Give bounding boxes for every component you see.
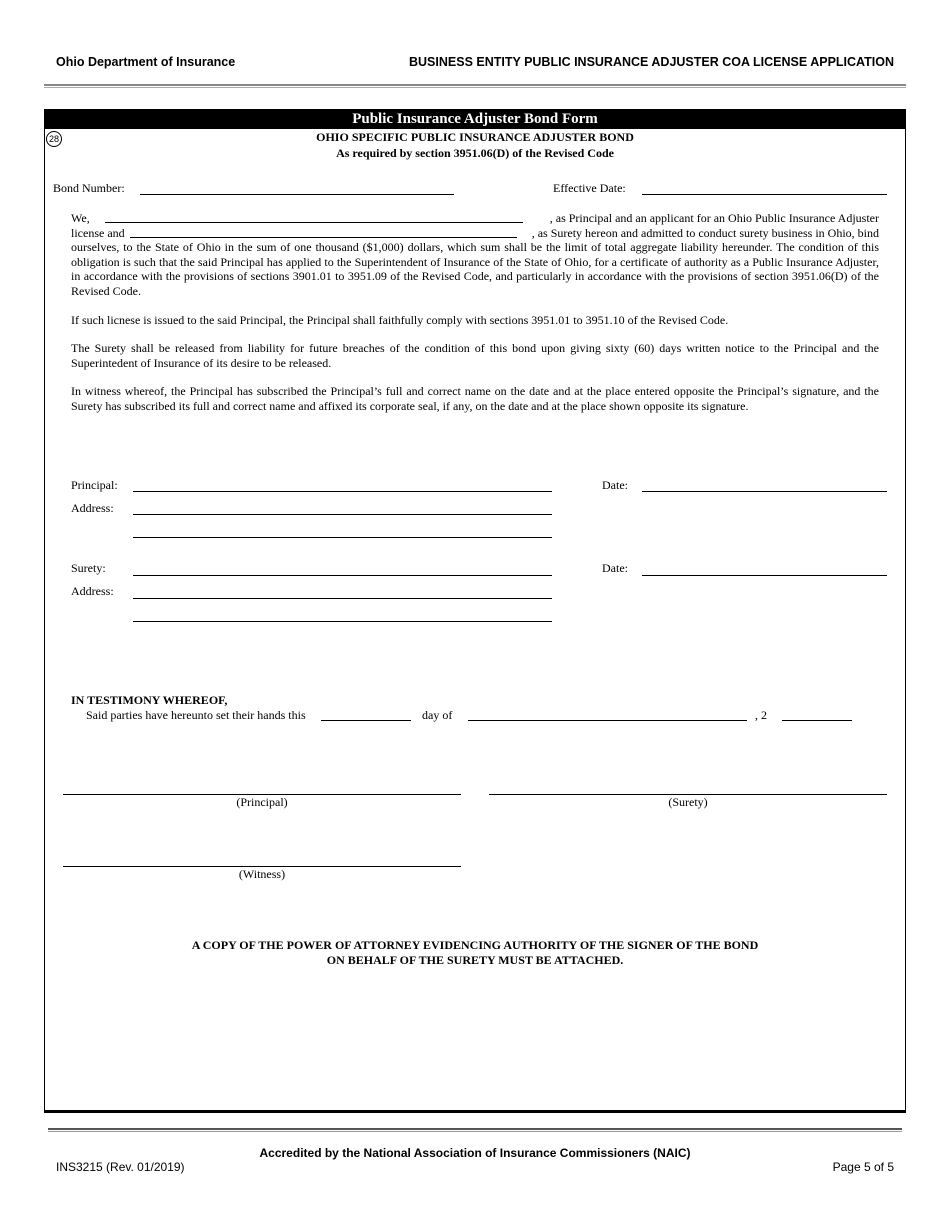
footer-rule bbox=[48, 1128, 902, 1132]
header-department: Ohio Department of Insurance bbox=[56, 55, 236, 69]
footer-accreditation: Accredited by the National Association of Insurance Commissioners (NAIC) bbox=[259, 1146, 691, 1160]
principal-date-label: Date: bbox=[602, 478, 628, 492]
witness-paragraph: In witness whereof, the Principal has subscribed the Principal’s full and correct name on the date and at the place entered opposite the Principal’s signature, and the Surety has subscribed its full and correct name and affixed its corporate seal, if any, on the date and at the place shown opposite its signature. bbox=[71, 384, 879, 413]
power-of-attorney-notice-1: A COPY OF THE POWER OF ATTORNEY EVIDENCING AUTHORITY OF THE SIGNER OF THE BOND bbox=[191, 938, 759, 952]
form-title: Public Insurance Adjuster Bond Form bbox=[352, 111, 598, 127]
surety-address-label: Address: bbox=[71, 584, 114, 598]
testimony-text: Said parties have hereunto set their hands this bbox=[86, 708, 306, 722]
principal-date-field[interactable] bbox=[642, 491, 887, 492]
day-of-label: day of bbox=[422, 708, 453, 722]
principal-address-line-2[interactable] bbox=[133, 537, 552, 538]
principal-signature-caption: (Principal) bbox=[236, 795, 288, 809]
compliance-paragraph: If such licnese is issued to the said Principal, the Principal shall faithfully comply with sections 3951.01 to 3951.10 of the Revised Code. bbox=[71, 313, 729, 327]
year-field[interactable] bbox=[782, 720, 852, 721]
we-suffix: , as Principal and an applicant for an Ohio Public Insurance Adjuster bbox=[549, 211, 879, 225]
form-bottom-rule bbox=[44, 1110, 906, 1113]
surety-name-field[interactable] bbox=[130, 237, 517, 238]
header-rule bbox=[44, 84, 906, 88]
surety-address-line-2[interactable] bbox=[133, 621, 552, 622]
power-of-attorney-notice-2: ON BEHALF OF THE SURETY MUST BE ATTACHED. bbox=[326, 953, 624, 967]
effective-date-label: Effective Date: bbox=[553, 181, 626, 195]
surety-address-line-1[interactable] bbox=[133, 598, 552, 599]
principal-name-field[interactable] bbox=[105, 222, 523, 223]
effective-date-field[interactable] bbox=[642, 194, 887, 195]
header-form-title: BUSINESS ENTITY PUBLIC INSURANCE ADJUSTER COA LICENSE APPLICATION bbox=[409, 55, 894, 69]
surety-field[interactable] bbox=[133, 575, 552, 576]
principal-label: Principal: bbox=[71, 478, 118, 492]
release-paragraph: The Surety shall be released from liability for future breaches of the condition of this bond upon giving sixty (60) days written notice to the Principal and the Superintedent of Insurance of its desire to be released. bbox=[71, 341, 879, 370]
license-suffix: , as Surety hereon and admitted to conduct surety business in Ohio, bind bbox=[531, 226, 879, 240]
we-label: We, bbox=[71, 211, 90, 225]
principal-address-line-1[interactable] bbox=[133, 514, 552, 515]
form-title-bar bbox=[44, 109, 906, 129]
month-field[interactable] bbox=[468, 720, 747, 721]
principal-address-label: Address: bbox=[71, 501, 114, 515]
principal-field[interactable] bbox=[133, 491, 552, 492]
footer-form-id: INS3215 (Rev. 01/2019) bbox=[56, 1160, 185, 1174]
bond-number-label: Bond Number: bbox=[53, 181, 125, 195]
testimony-heading: IN TESTIMONY WHEREOF, bbox=[71, 693, 228, 707]
surety-date-label: Date: bbox=[602, 561, 628, 575]
year-prefix: , 2 bbox=[755, 708, 767, 722]
bond-condition-paragraph: ourselves, to the State of Ohio in the sum of one thousand ($1,000) dollars, which sum shall be the limit of total aggregate liability hereunder. The condition of this obligation is such that the said Principal has applied to the Superintendent of Insurance of the State of Ohio, for a certificate of authority as a Public Insurance Adjuster, in accordance with the provisions of sections 3901.01 to 3951.09 of the Revised Code, and particularly in accordance with the provisions of section 3951.06(D) of the Revised Code. bbox=[71, 240, 879, 298]
form-subtitle: OHIO SPECIFIC PUBLIC INSURANCE ADJUSTER BOND bbox=[316, 130, 634, 144]
day-field[interactable] bbox=[321, 720, 411, 721]
surety-signature-caption: (Surety) bbox=[668, 795, 708, 809]
footer-page-number: Page 5 of 5 bbox=[832, 1160, 894, 1174]
surety-label: Surety: bbox=[71, 561, 106, 575]
bond-number-field[interactable] bbox=[140, 194, 454, 195]
form-subtitle-2: As required by section 3951.06(D) of the Revised Code bbox=[336, 146, 614, 160]
item-number-badge: 28 bbox=[46, 131, 62, 147]
witness-signature-caption: (Witness) bbox=[238, 867, 286, 881]
surety-date-field[interactable] bbox=[642, 575, 887, 576]
license-label: license and bbox=[71, 226, 125, 240]
